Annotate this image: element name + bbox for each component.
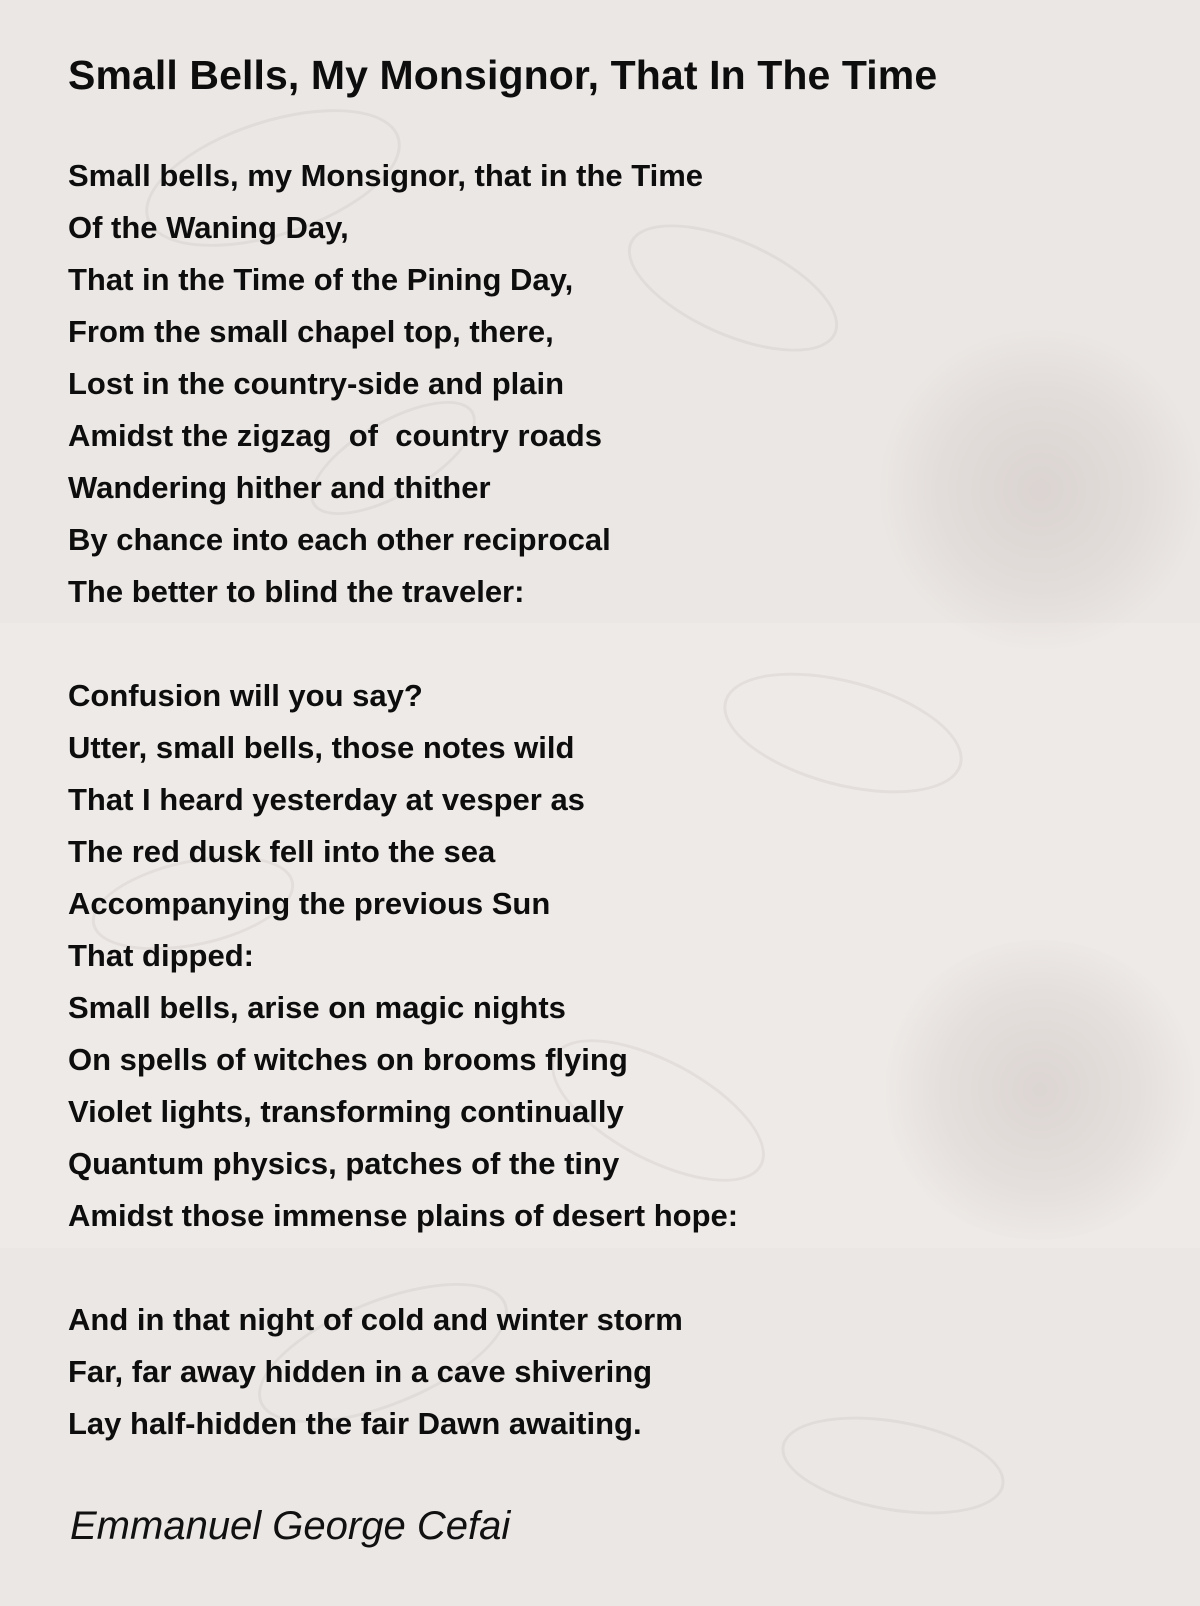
stanza-break	[68, 1242, 1148, 1294]
poem-line: Quantum physics, patches of the tiny	[68, 1146, 620, 1181]
poem-body	[68, 150, 1148, 1450]
poem-line: From the small chapel top, there,	[68, 314, 554, 349]
stanza	[68, 1294, 1148, 1450]
poem-line: Accompanying the previous Sun	[68, 886, 551, 921]
poem-line: Lay half-hidden the fair Dawn awaiting.	[68, 1406, 642, 1441]
poem-line: On spells of witches on brooms flying	[68, 1042, 628, 1077]
poem-line: Utter, small bells, those notes wild	[68, 730, 575, 765]
poem-line: Of the Waning Day,	[68, 210, 349, 245]
stanza	[68, 150, 1148, 618]
poem-line: And in that night of cold and winter storm	[68, 1302, 683, 1337]
poem-line: By chance into each other reciprocal	[68, 522, 611, 557]
poem-line: Violet lights, transforming continually	[68, 1094, 624, 1129]
stanza-break	[68, 618, 1148, 670]
poem-line: Small bells, my Monsignor, that in the Time	[68, 158, 704, 193]
poem-title: Small Bells, My Monsignor, That In The Time	[68, 52, 938, 98]
poem-author: Emmanuel George Cefai	[70, 1504, 511, 1548]
poem-line: That in the Time of the Pining Day,	[68, 262, 574, 297]
stanza	[68, 670, 1148, 1242]
poem-line: Confusion will you say?	[68, 678, 423, 713]
poem-line: Lost in the country-side and plain	[68, 366, 565, 401]
poem-line: Wandering hither and thither	[68, 470, 491, 505]
poem-line: The red dusk fell into the sea	[68, 834, 496, 869]
poem-line: Amidst those immense plains of desert hope:	[68, 1198, 739, 1233]
poem-line: Far, far away hidden in a cave shivering	[68, 1354, 653, 1389]
poem-line: The better to blind the traveler:	[68, 574, 525, 609]
poem-line: That dipped:	[68, 938, 254, 973]
poem-line: Small bells, arise on magic nights	[68, 990, 566, 1025]
poem-line: That I heard yesterday at vesper as	[68, 782, 585, 817]
poem-line: Amidst the zigzag of country roads	[68, 418, 602, 453]
